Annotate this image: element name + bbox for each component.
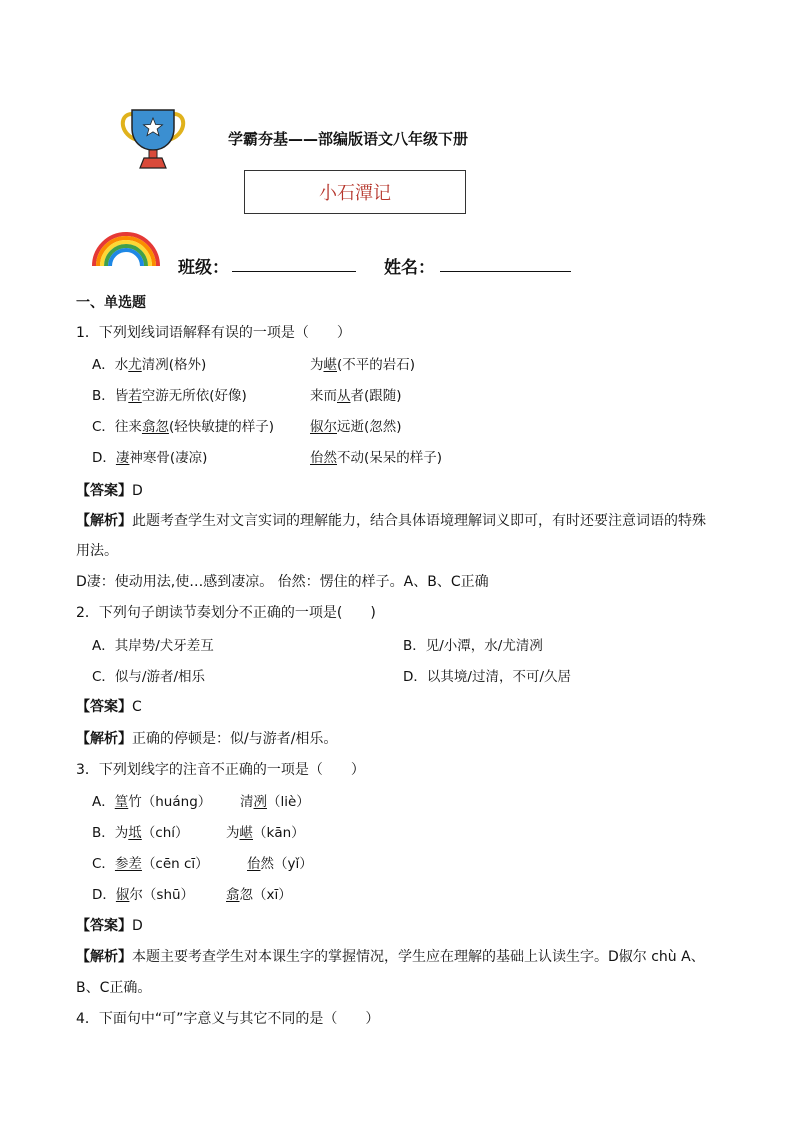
q3-option-b-left: B．为坻（chí） bbox=[92, 825, 189, 841]
q3-option-a-right: 清冽（liè） bbox=[240, 794, 310, 810]
q1-stem: 1．下列划线词语解释有误的一项是（ ） bbox=[76, 325, 351, 341]
q1-answer: 【答案】D bbox=[76, 483, 143, 499]
q3-option-a-left: A．篁竹（huáng） bbox=[92, 794, 212, 810]
q2-option-a: A．其岸势/犬牙差互 bbox=[92, 638, 214, 654]
q1-analysis-line1: 【解析】此题考查学生对文言实词的理解能力，结合具体语境理解词义即可，有时还要注意词语的特殊 bbox=[76, 513, 706, 529]
rainbow-icon bbox=[90, 228, 162, 268]
q2-option-c: C．似与/游者/相乐 bbox=[92, 669, 206, 685]
q3-option-d-right: 翕忽（xī） bbox=[226, 887, 292, 903]
document-title: 学霸夯基——部编版语文八年级下册 bbox=[228, 130, 469, 148]
subtitle: 小石潭记 bbox=[319, 183, 391, 204]
q1-option-b-right: 来而从者(跟随) bbox=[310, 388, 402, 404]
trophy-icon bbox=[118, 106, 188, 170]
name-input-line[interactable] bbox=[440, 271, 571, 272]
name-label: 姓名： bbox=[384, 258, 435, 278]
q2-answer: 【答案】C bbox=[76, 699, 142, 715]
section-title: 一、单选题 bbox=[76, 295, 146, 311]
subtitle-box bbox=[244, 170, 466, 214]
q1-option-c-left: C．往来翕忽(轻快敏捷的样子) bbox=[92, 419, 274, 435]
q2-analysis: 【解析】正确的停顿是：似/与游者/相乐。 bbox=[76, 731, 338, 747]
q3-analysis-line2: B、C正确。 bbox=[76, 980, 152, 996]
q1-option-a-right: 为嵁(不平的岩石) bbox=[310, 357, 416, 373]
q1-option-b-left: B．皆若空游无所依(好像) bbox=[92, 388, 247, 404]
q4-stem: 4．下面句中“可”字意义与其它不同的是（ ） bbox=[76, 1011, 380, 1027]
q1-option-d-right: 佁然不动(呆呆的样子) bbox=[310, 450, 443, 466]
class-label: 班级： bbox=[178, 258, 229, 278]
class-input-line[interactable] bbox=[232, 271, 356, 272]
q1-option-c-right: 俶尔远逝(忽然) bbox=[310, 419, 402, 435]
q2-option-b: B．见/小潭，水/尤清冽 bbox=[403, 638, 543, 654]
q2-option-d: D．以其境/过清，不可/久居 bbox=[403, 669, 571, 685]
q2-stem: 2．下列句子朗读节奏划分不正确的一项是( ) bbox=[76, 605, 376, 621]
q3-option-c-right: 佁然（yǐ） bbox=[247, 856, 313, 872]
q3-stem: 3．下列划线字的注音不正确的一项是（ ） bbox=[76, 762, 365, 778]
q1-option-d-left: D．凄神寒骨(凄凉) bbox=[92, 450, 208, 466]
q3-option-d-left: D．俶尔（shū） bbox=[92, 887, 195, 903]
q3-answer: 【答案】D bbox=[76, 918, 143, 934]
q1-analysis-line3: D凄：使动用法,使…感到凄凉。 佁然：愣住的样子。A、B、C正确 bbox=[76, 574, 489, 590]
q1-analysis-line2: 用法。 bbox=[76, 543, 118, 559]
q3-option-b-right: 为嵁（kān） bbox=[226, 825, 305, 841]
q3-option-c-left: C．参差（cēn cī） bbox=[92, 856, 209, 872]
q3-analysis-line1: 【解析】本题主要考查学生对本课生字的掌握情况，学生应在理解的基础上认读生字。D俶尔 chù A、 bbox=[76, 949, 705, 965]
q1-option-a-left: A．水尤清冽(格外) bbox=[92, 357, 207, 373]
